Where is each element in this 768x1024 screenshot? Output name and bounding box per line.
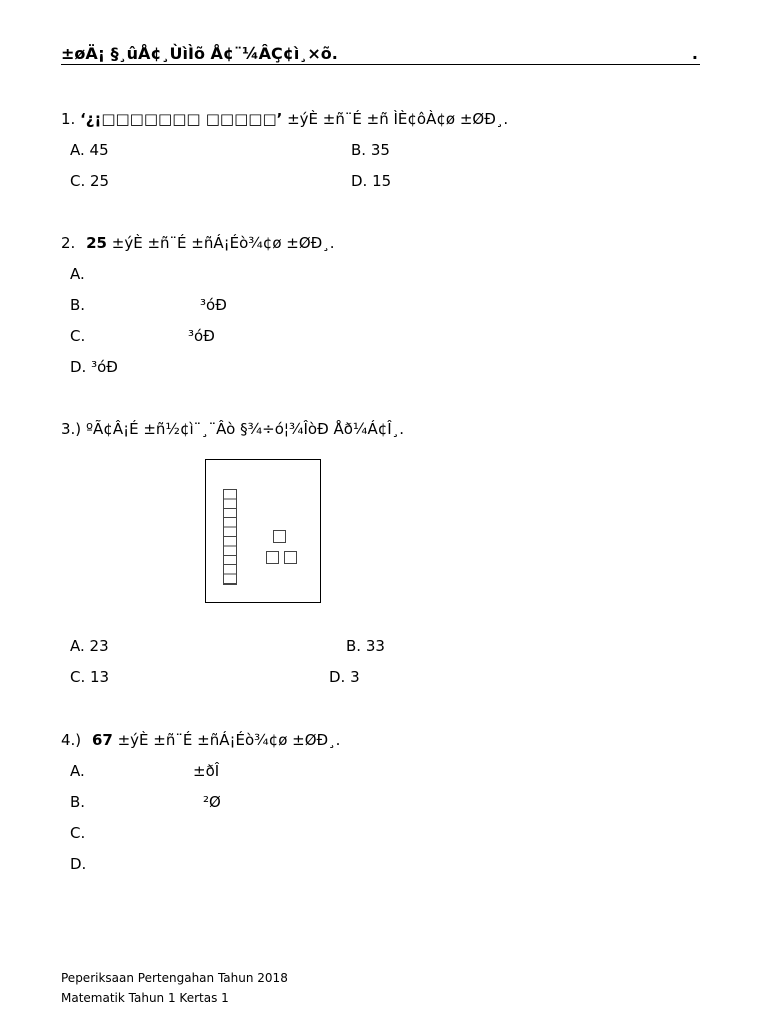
q3-option-a[interactable]: A. 23 — [70, 637, 109, 655]
title-end-dot: . — [691, 44, 698, 63]
q4-option-a[interactable]: A. — [70, 762, 85, 780]
q4-option-d[interactable]: D. — [70, 855, 87, 873]
question-bold-term: 25 — [86, 234, 107, 252]
q2-option-c[interactable]: C. — [70, 327, 86, 345]
q4-option-a-text: ±ðÎ — [193, 762, 220, 780]
question-text: ±ýÈ ±ñ¨É ±ñÁ¡Éò¾¢ø ±ØÐ¸. — [111, 234, 335, 252]
base-ten-blocks-figure — [205, 459, 321, 603]
q1-option-d[interactable]: D. 15 — [351, 172, 392, 190]
question-text: ºÃ¢Â¡É ±ñ½¢ì¨¸¨Âò §¾÷ó¦¾ÎòÐ Åð¼Á¢Î¸. — [85, 420, 404, 438]
question-bold-term: 67 — [91, 731, 113, 749]
worksheet-title — [61, 44, 700, 65]
footer-exam-name: Peperiksaan Pertengahan Tahun 2018 — [61, 971, 288, 985]
q2-option-d[interactable]: D. ³óÐ — [70, 358, 118, 376]
question-number: 4.) — [61, 731, 82, 749]
q2-option-a[interactable]: A. — [70, 265, 85, 283]
tens-rod — [223, 489, 237, 585]
question-1 — [61, 110, 508, 128]
q1-option-a[interactable]: A. 45 — [70, 141, 109, 159]
question-text: ±ýÈ ±ñ¨É ±ñ ÌÈ¢ôÀ¢ø ±ØÐ¸. — [287, 110, 509, 128]
q1-option-c[interactable]: C. 25 — [70, 172, 110, 190]
q3-option-c[interactable]: C. 13 — [70, 668, 110, 686]
question-3 — [61, 420, 404, 438]
footer-subject: Matematik Tahun 1 Kertas 1 — [61, 991, 229, 1005]
question-4 — [61, 731, 340, 749]
unit-cube — [273, 530, 286, 543]
question-bold-term: ‘¿¡□□□□□□□ □□□□□’ — [80, 110, 283, 128]
question-number: 1. — [61, 110, 76, 128]
q4-option-b[interactable]: B. — [70, 793, 86, 811]
q2-option-b-text: ³óÐ — [200, 296, 227, 314]
unit-cube — [266, 551, 279, 564]
q3-option-d[interactable]: D. 3 — [329, 668, 360, 686]
q2-option-c-text: ³óÐ — [188, 327, 215, 345]
question-number: 3.) — [61, 420, 82, 438]
question-number: 2. — [61, 234, 76, 252]
q2-option-b[interactable]: B. — [70, 296, 86, 314]
title-text: ±øÄ¡ §¸ûÅ¢¸ÙìÌõ Å¢¨¼ÂÇ¢ì¸×õ. — [61, 44, 338, 63]
q3-option-b[interactable]: B. 33 — [346, 637, 385, 655]
q1-option-b[interactable]: B. 35 — [351, 141, 390, 159]
question-2 — [61, 234, 335, 252]
question-text: ±ýÈ ±ñ¨É ±ñÁ¡Éò¾¢ø ±ØÐ¸. — [117, 731, 341, 749]
q4-option-c[interactable]: C. — [70, 824, 86, 842]
unit-cube — [284, 551, 297, 564]
q4-option-b-text: ²Ø — [203, 793, 221, 811]
